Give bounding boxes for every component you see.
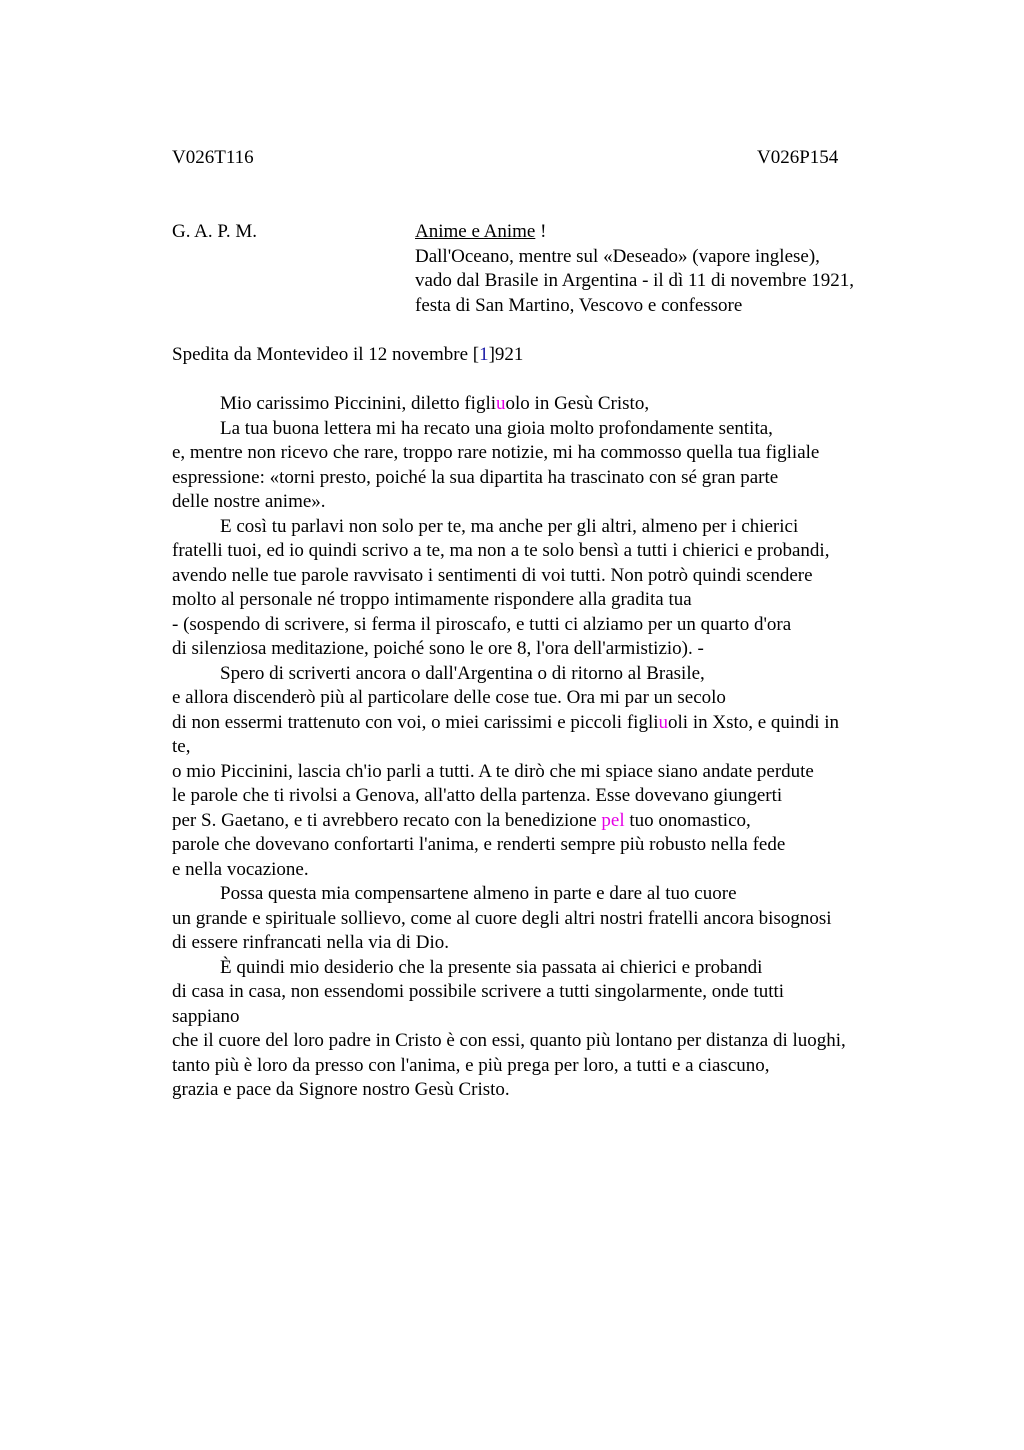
body-line: E così tu parlavi non solo per te, ma anche per gli altri, almeno per i chierici — [220, 515, 799, 537]
editorial-mark: u — [496, 393, 506, 414]
body-line: di casa in casa, non essendomi possibile scrivere a tutti singolarmente, onde tutti — [172, 981, 785, 1002]
heading-line: Dall'Oceano, mentre sul «Deseado» (vapore inglese), — [415, 245, 820, 267]
editorial-mark: u — [658, 711, 669, 733]
body-line: molto al personale né troppo intimamente rispondere alla gradita tua — [172, 589, 692, 610]
letter-body — [172, 392, 846, 1103]
editorial-mark: pel — [601, 809, 625, 831]
document-code-left: V026T116 — [172, 147, 254, 168]
body-line: Possa questa mia compensartene almeno in parte e dare al tuo cuore — [220, 883, 737, 904]
body-line: È quindi mio desiderio che la presente sia passata ai chierici e probandi — [220, 956, 763, 978]
body-line: espressione: «torni presto, poiché la sua dipartita ha trascinato con sé gran parte — [172, 466, 779, 488]
body-line: o mio Piccinini, lascia ch'io parli a tutti. A te dirò che mi spiace siano andate perdute — [172, 760, 814, 782]
body-line: avendo nelle tue parole ravvisato i sentimenti di voi tutti. Non potrò quindi scendere — [172, 564, 813, 586]
heading-line: vado dal Brasile in Argentina - il dì 11 di novembre 1921, — [415, 270, 855, 291]
document-code-right: V026P154 — [757, 147, 839, 168]
body-line: e allora discenderò più al particolare delle cose tue. Ora mi par un secolo — [172, 687, 726, 708]
letter-title: Anime e Anime — [415, 221, 536, 242]
letter-title-exclamation: ! — [535, 221, 547, 242]
sender-initials: G. A. P. M. — [172, 221, 257, 242]
body-line: un grande e spirituale sollievo, come al cuore degli altri nostri fratelli ancora bisognosi — [172, 907, 832, 929]
body-line: di non essermi trattenuto con voi, o miei carissimi e piccoli figliuoli in Xsto, e quindi in — [172, 711, 840, 733]
body-line: di silenziosa meditazione, poiché sono le ore 8, l'ora dell'armistizio). - — [172, 638, 704, 659]
body-line: tanto più è loro da presso con l'anima, e più prega per loro, a tutti e a ciascuno, — [172, 1054, 770, 1076]
body-line: le parole che ti rivolsi a Genova, all'atto della partenza. Esse dovevano giungerti — [172, 785, 783, 806]
editorial-digit: 1 — [479, 344, 489, 365]
body-line: parole che dovevano confortarti l'anima, e renderti sempre più robusto nella fede — [172, 834, 786, 855]
body-line: e, mentre non ricevo che rare, troppo rare notizie, mi ha commosso quella tua figliale — [172, 442, 820, 463]
body-line: te, — [172, 736, 191, 757]
body-line: che il cuore del loro padre in Cristo è con essi, quanto più lontano per distanza di luoghi, — [172, 1030, 846, 1051]
body-line: - (sospendo di scrivere, si ferma il piroscafo, e tutti ci alziamo per un quarto d'ora — [172, 613, 792, 635]
body-line: di essere rinfrancati nella via di Dio. — [172, 932, 449, 953]
letter-heading — [415, 220, 854, 318]
body-line: La tua buona lettera mi ha recato una gioia molto profondamente sentita, — [220, 417, 773, 439]
letter-title-line — [415, 220, 854, 245]
body-line: sappiano — [172, 1005, 240, 1027]
body-line: delle nostre anime». — [172, 491, 326, 512]
body-line: Mio carissimo Piccinini, diletto figliuolo in Gesù Cristo, — [220, 393, 650, 414]
heading-line: festa di San Martino, Vescovo e confessore — [415, 294, 743, 316]
body-line: e nella vocazione. — [172, 858, 309, 880]
sent-note: Spedita da Montevideo il 12 novembre [1]921 — [172, 344, 524, 365]
body-line: grazia e pace da Signore nostro Gesù Cristo. — [172, 1079, 510, 1100]
body-line: Spero di scriverti ancora o dall'Argentina o di ritorno al Brasile, — [220, 662, 705, 684]
body-line: per S. Gaetano, e ti avrebbero recato con la benedizione pel tuo onomastico, — [172, 809, 751, 831]
body-line: fratelli tuoi, ed io quindi scrivo a te, ma non a te solo bensì a tutti i chierici e probandi, — [172, 540, 830, 561]
